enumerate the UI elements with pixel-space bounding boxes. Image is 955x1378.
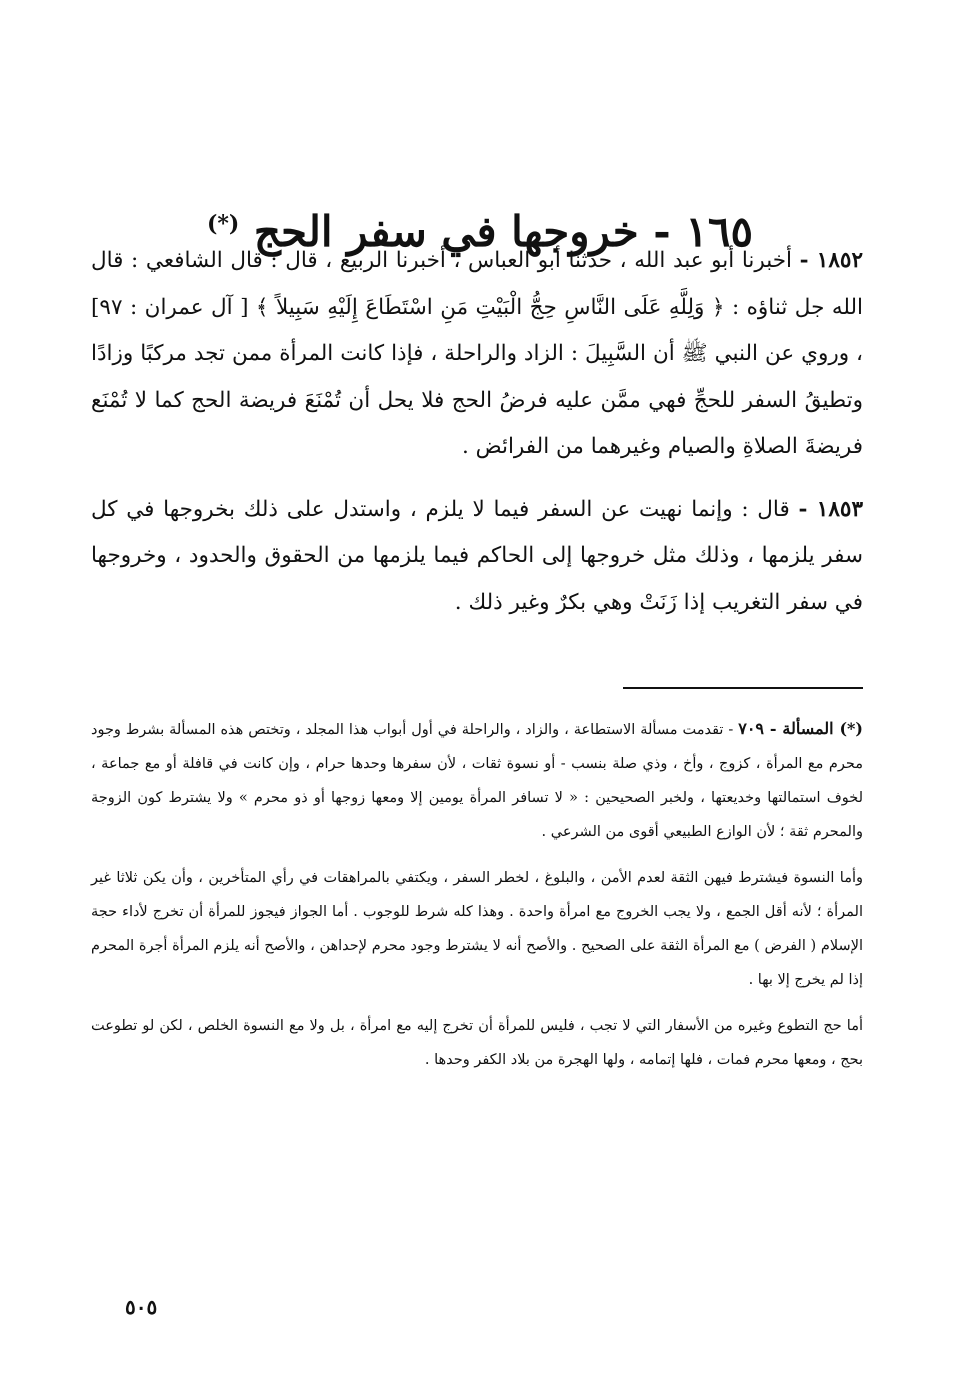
footnote-text: - تقدمت مسألة الاستطاعة ، والزاد ، والراحلة في أول أبواب هذا المجلد ، وتختص هذه المسألة بشرط وجود محرم مع المرأة ، كزوج ، وأخ ، وذي صلة بنسب - أو نسوة ثقات ، لأن سفرها وحدها حرام ، وإن كانت في قافلة أو مع جماعة ، لخوف استمالتها وخديعتها ، ولخبر الصحيحين : « لا تسافر المرأة يومين إلا ومعها زوجها أو ذو محرم » ولا يشترط كون الزوجة والمحرم ثقة ؛ لأن الوازع الطبيعي أقوى من الشرعي . xyxy=(91,722,863,840)
footnote-paragraph xyxy=(91,712,863,849)
footnote-paragraph xyxy=(91,861,863,997)
footnote-label: (*) المسألة - ٧٠٩ xyxy=(738,719,863,738)
footnote-text: أما حج التطوع وغيره من الأسفار التي لا تجب ، فليس للمرأة أن تخرج إليه مع امرأة ، بل ولا مع النسوة الخلص ، لكن لو تطوعت بحج ، ومعها محرم فمات ، فلها إتمامه ، ولها الهجرة من بلاد الكفر وحدها . xyxy=(91,1018,863,1068)
paragraph-number: ١٨٥٣ - xyxy=(798,496,863,522)
paragraph-number: ١٨٥٢ - xyxy=(799,248,863,273)
page-number: ٥٠٥ xyxy=(125,1295,158,1319)
paragraph-text: قال : وإنما نهيت عن السفر فيما لا يلزم ، واستدل على ذلك بخروجها في كل سفر يلزمها ، وذلك مثل خروجها إلى الحاكم فيما يلزمها من الحقوق والحدود ، وخروجها في سفر التغريب إذا زَنَتْ وهي بكرٌ وغير ذلك . xyxy=(91,496,863,615)
footnote-text: وأما النسوة فيشترط فيهن الثقة لعدم الأمن ، والبلوغ ، لخطر السفر ، ويكتفي بالمراهقات في رأي المتأخرين ، وأن يكن ثلاثا غير المرأة ؛ لأنه أقل الجمع ، ولا يجب الخروج مع امرأة واحدة . وهذا كله شرط للوجوب . أما الجواز فيجوز للمرأة أن تخرج لأداء حجة الإسلام ( الفرض ) مع المرأة الثقة على الصحيح . والأصح أنه لا يشترط وجود محرم لإحداهن ، والأصح أنه يلزم المرأة أجرة المحرم إذا لم يخرج إلا بها . xyxy=(91,870,863,988)
paragraph-1853 xyxy=(91,487,863,627)
paragraph-text: أخبرنا أبو عبد الله ، حدثنا أبو العباس ، أخبرنا الربيع ، قال : قال الشافعي : قال الله جل ثناؤه : ﴿ وَلِلَّهِ عَلَى النَّاسِ حِجُّ الْبَيْتِ مَنِ اسْتَطَاعَ إِلَيْهِ سَبِيلاً ﴾ [ آل عمران : ٩٧] ، وروي عن النبي ﷺ أن السَّبِيلَ : الزاد والراحلة ، فإذا كانت المرأة ممن تجد مركبًا وزادًا وتطيقُ السفر للحجِّ فهي ممَّن عليه فرضُ الحج فلا يحل أن تُمْنَعَ فريضة الحج كما لا تُمْنَع فريضةَ الصلاةِ والصيام وغيرهما من الفرائض . xyxy=(91,248,863,459)
chapter-title-text: ١٦٥ - خروجها في سفر الحج xyxy=(253,207,754,257)
main-text xyxy=(91,238,863,626)
footnote-paragraph xyxy=(91,1009,863,1077)
footnotes xyxy=(91,712,863,1077)
paragraph-1852 xyxy=(91,238,863,471)
footnote-marker: (*) xyxy=(206,211,240,238)
footnote-separator xyxy=(623,687,863,689)
